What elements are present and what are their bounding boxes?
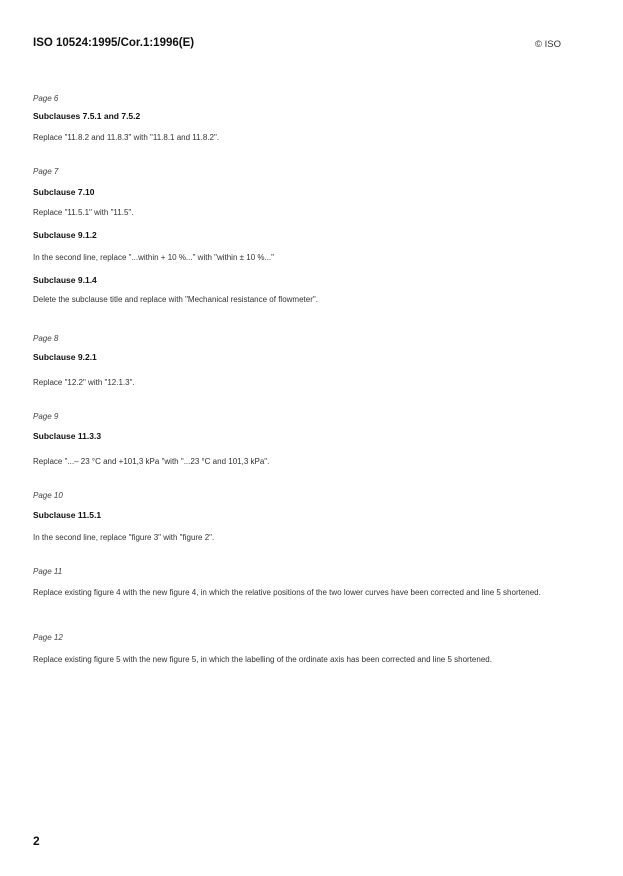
page-ref: Page 6 <box>33 94 59 103</box>
page-ref: Page 7 <box>33 167 59 176</box>
subclause-heading: Subclauses 7.5.1 and 7.5.2 <box>33 111 141 121</box>
instruction-text: Replace "11.8.2 and 11.8.3" with "11.8.1 and 11.8.2". <box>33 133 220 142</box>
page-ref: Page 12 <box>33 633 63 642</box>
subclause-heading: Subclause 9.2.1 <box>33 352 97 362</box>
instruction-text: In the second line, replace "figure 3" with "figure 2". <box>33 533 215 542</box>
page-ref: Page 8 <box>33 334 59 343</box>
subclause-heading: Subclause 9.1.2 <box>33 230 97 240</box>
subclause-heading: Subclause 9.1.4 <box>33 275 97 285</box>
instruction-text: Replace "...– 23 °C and +101,3 kPa "with "...23 °C and 101,3 kPa". <box>33 457 270 466</box>
instruction-text: Replace existing figure 4 with the new figure 4, in which the relative positions of the two lower curves have been corrected and line 5 shortened. <box>33 588 541 597</box>
document-title: ISO 10524:1995/Cor.1:1996(E) <box>33 37 195 49</box>
page-ref: Page 10 <box>33 491 63 500</box>
subclause-heading: Subclause 11.5.1 <box>33 510 102 520</box>
instruction-text: Delete the subclause title and replace with "Mechanical resistance of flowmeter". <box>33 295 318 304</box>
page-ref: Page 9 <box>33 412 59 421</box>
page-number: 2 <box>33 834 40 848</box>
subclause-heading: Subclause 7.10 <box>33 187 95 197</box>
instruction-text: Replace existing figure 5 with the new figure 5, in which the labelling of the ordinate axis has been corrected and line 5 shortened. <box>33 655 492 664</box>
copyright: © ISO <box>535 39 562 50</box>
instruction-text: Replace "12.2" with "12.1.3". <box>33 378 135 387</box>
instruction-text: In the second line, replace "...within + 10 %..." with "within ± 10 %..." <box>33 253 274 262</box>
page-ref: Page 11 <box>33 567 63 576</box>
instruction-text: Replace "11.5.1" with "11.5". <box>33 208 134 217</box>
subclause-heading: Subclause 11.3.3 <box>33 431 102 441</box>
